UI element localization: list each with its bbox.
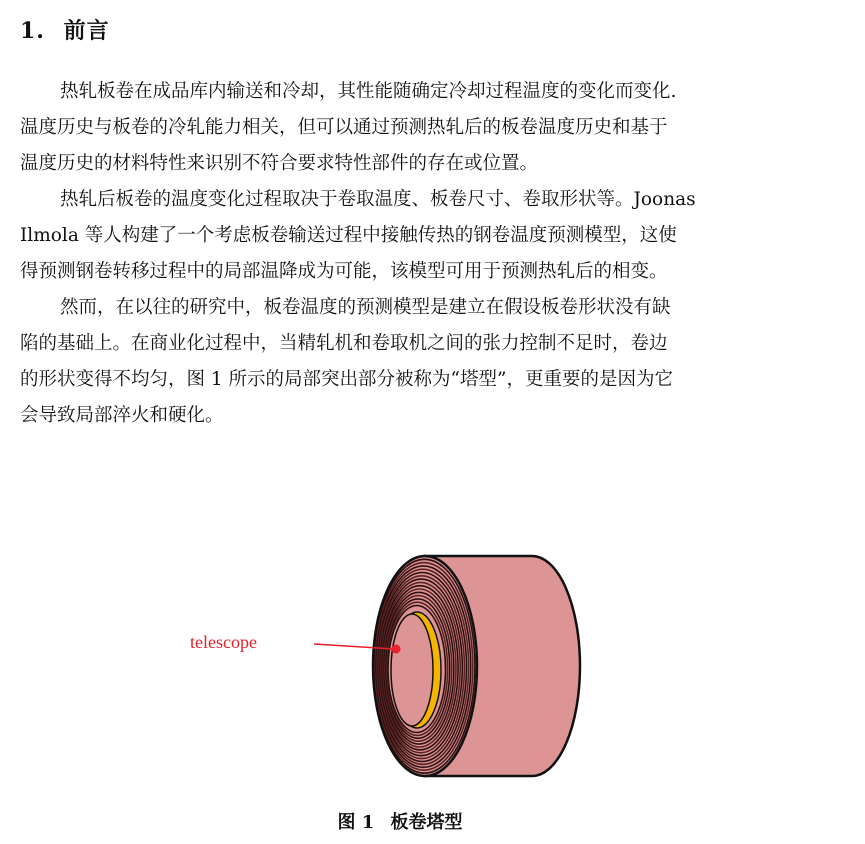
- telescope-label: telescope: [190, 632, 257, 652]
- figure-caption-title: 板卷塔型: [390, 812, 463, 833]
- paragraph-line: 温度历史与板卷的冷轧能力相关，但可以通过预测热轧后的板卷温度历史和基于: [20, 117, 668, 138]
- section-number: 1.: [20, 18, 45, 44]
- paragraph-line: Ilmola 等人构建了一个考虑板卷输送过程中接触传热的钢卷温度预测模型，这使: [20, 225, 677, 246]
- annotation-point: [392, 645, 401, 654]
- coil-bore: [391, 614, 433, 726]
- coil-telescope-figure: [180, 552, 610, 780]
- paragraph-line: 得预测钢卷转移过程中的局部温降成为可能，该模型可用于预测热轧后的相变。: [20, 261, 668, 282]
- paragraph-line: 热轧板卷在成品库内输送和冷却，其性能随确定冷却过程温度的变化而变化.: [60, 81, 677, 102]
- paragraph-line: 会导致局部淬火和硬化。: [20, 405, 224, 426]
- paragraph-line: 热轧后板卷的温度变化过程取决于卷取温度、板卷尺寸、卷取形状等。Joonas: [60, 189, 696, 210]
- figure-caption: [0, 808, 800, 834]
- paragraph-line: 陷的基础上。在商业化过程中，当精轧机和卷取机之间的张力控制不足时，卷边: [20, 333, 668, 354]
- paragraph-line: 的形状变得不均匀，图 1 所示的局部突出部分被称为“塔型”，更重要的是因为它: [20, 369, 673, 390]
- coil-diagram: [180, 552, 610, 780]
- section-heading: [20, 14, 110, 45]
- paragraph-line: 温度历史的材料特性来识别不符合要求特性部件的存在或位置。: [20, 153, 539, 174]
- section-title: 前言: [63, 18, 110, 44]
- paragraph-line: 然而，在以往的研究中，板卷温度的预测模型是建立在假设板卷形状没有缺: [60, 297, 671, 318]
- body-text: [20, 74, 800, 434]
- figure-caption-number: 图 1: [337, 812, 375, 833]
